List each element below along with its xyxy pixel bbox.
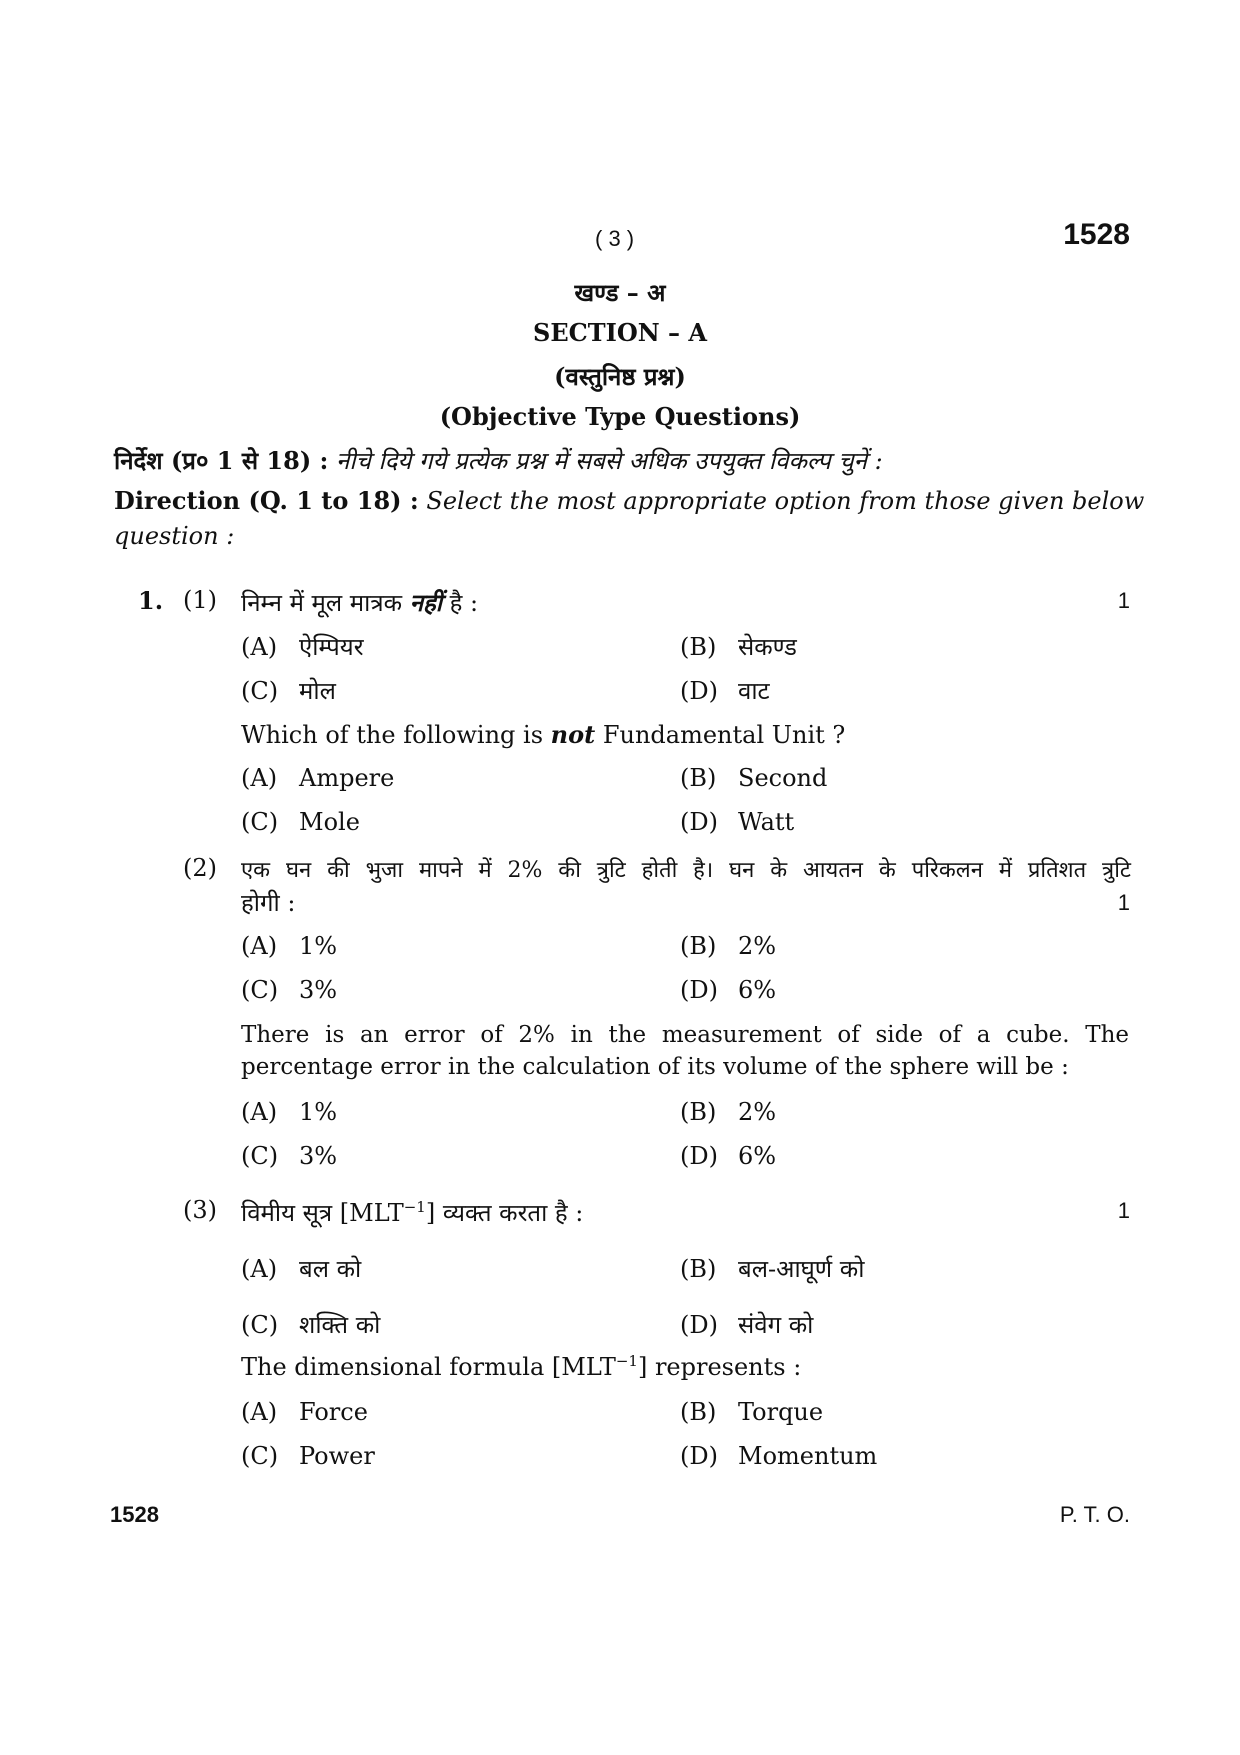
option-d: (D) 6% bbox=[680, 1142, 777, 1170]
q2-english-question: There is an error of 2% in the measurement of side of a cube. The bbox=[241, 1022, 1129, 1048]
option-b: (B) सेकण्ड bbox=[680, 633, 797, 661]
direction-english-cont: question : bbox=[114, 522, 235, 550]
option-b: (B) Torque bbox=[680, 1398, 824, 1426]
footer-paper-code: 1528 bbox=[110, 1502, 159, 1527]
option-c: (C) मोल bbox=[241, 677, 336, 705]
q3-english-question: The dimensional formula $[MLT^{-1}]$ represents : bbox=[241, 1352, 802, 1381]
option-a: (A) 1% bbox=[241, 932, 338, 960]
option-d: (D) संवेग को bbox=[680, 1311, 814, 1339]
q2-english-question-cont: percentage error in the calculation of its volume of the sphere will be : bbox=[241, 1054, 1069, 1080]
marks: 1 bbox=[1117, 588, 1130, 613]
question-type-hindi: (वस्तुनिष्ठ प्रश्न) bbox=[554, 362, 686, 391]
q1-hindi-question: निम्न में मूल मात्रक नहीं है : bbox=[241, 588, 479, 617]
q1-english-question: Which of the following is not Fundamental Unit ? bbox=[241, 720, 846, 749]
option-c: (C) शक्ति को bbox=[241, 1311, 381, 1339]
option-c: (C) Power bbox=[241, 1442, 375, 1470]
q2-hindi-question: एक घन की भुजा मापने में 2% की त्रुटि होती है। घन के आयतन के परिकलन में प्रतिशत त्रुटि bbox=[241, 858, 1131, 883]
option-b: (B) Second bbox=[680, 764, 828, 792]
paper-code: 1528 bbox=[1063, 218, 1130, 251]
marks: 1 bbox=[1117, 1198, 1130, 1223]
option-d: (D) 6% bbox=[680, 976, 777, 1004]
option-d: (D) Watt bbox=[680, 808, 795, 836]
direction-english: Direction (Q. 1 to 18) : Select the most appropriate option from those given below bbox=[114, 486, 1145, 515]
option-b: (B) 2% bbox=[680, 932, 777, 960]
option-d: (D) वाट bbox=[680, 677, 770, 705]
marks: 1 bbox=[1117, 890, 1130, 915]
question-number: 1. bbox=[138, 586, 164, 615]
option-b: (B) बल-आघूर्ण को bbox=[680, 1255, 865, 1283]
q3-hindi-question: विमीय सूत्र $[MLT^{-1}]$ व्यक्त करता है : bbox=[241, 1198, 584, 1227]
direction-hindi: निर्देश (प्र० 1 से 18) : नीचे दिये गये प्रत्येक प्रश्न में सबसे अधिक उपयुक्त विकल्प चुनें : bbox=[114, 446, 883, 475]
section-title-english: SECTION – A bbox=[533, 318, 707, 347]
subquestion-number: (3) bbox=[183, 1196, 217, 1224]
q2-hindi-question-cont: होगी : bbox=[241, 889, 296, 917]
option-c: (C) 3% bbox=[241, 1142, 338, 1170]
option-a: (A) ऐम्पियर bbox=[241, 633, 364, 661]
question-type-english: (Objective Type Questions) bbox=[439, 402, 801, 431]
subquestion-number: (2) bbox=[183, 854, 217, 882]
section-title-hindi: खण्ड – अ bbox=[574, 278, 666, 307]
footer-pto: P. T. O. bbox=[1059, 1502, 1130, 1527]
subquestion-number: (1) bbox=[183, 586, 217, 614]
option-b: (B) 2% bbox=[680, 1098, 777, 1126]
option-a: (A) 1% bbox=[241, 1098, 338, 1126]
option-d: (D) Momentum bbox=[680, 1442, 878, 1470]
page-number: ( 3 ) bbox=[595, 226, 635, 251]
option-c: (C) Mole bbox=[241, 808, 360, 836]
option-a: (A) बल को bbox=[241, 1255, 362, 1283]
option-a: (A) Ampere bbox=[241, 764, 395, 792]
option-a: (A) Force bbox=[241, 1398, 368, 1426]
option-c: (C) 3% bbox=[241, 976, 338, 1004]
